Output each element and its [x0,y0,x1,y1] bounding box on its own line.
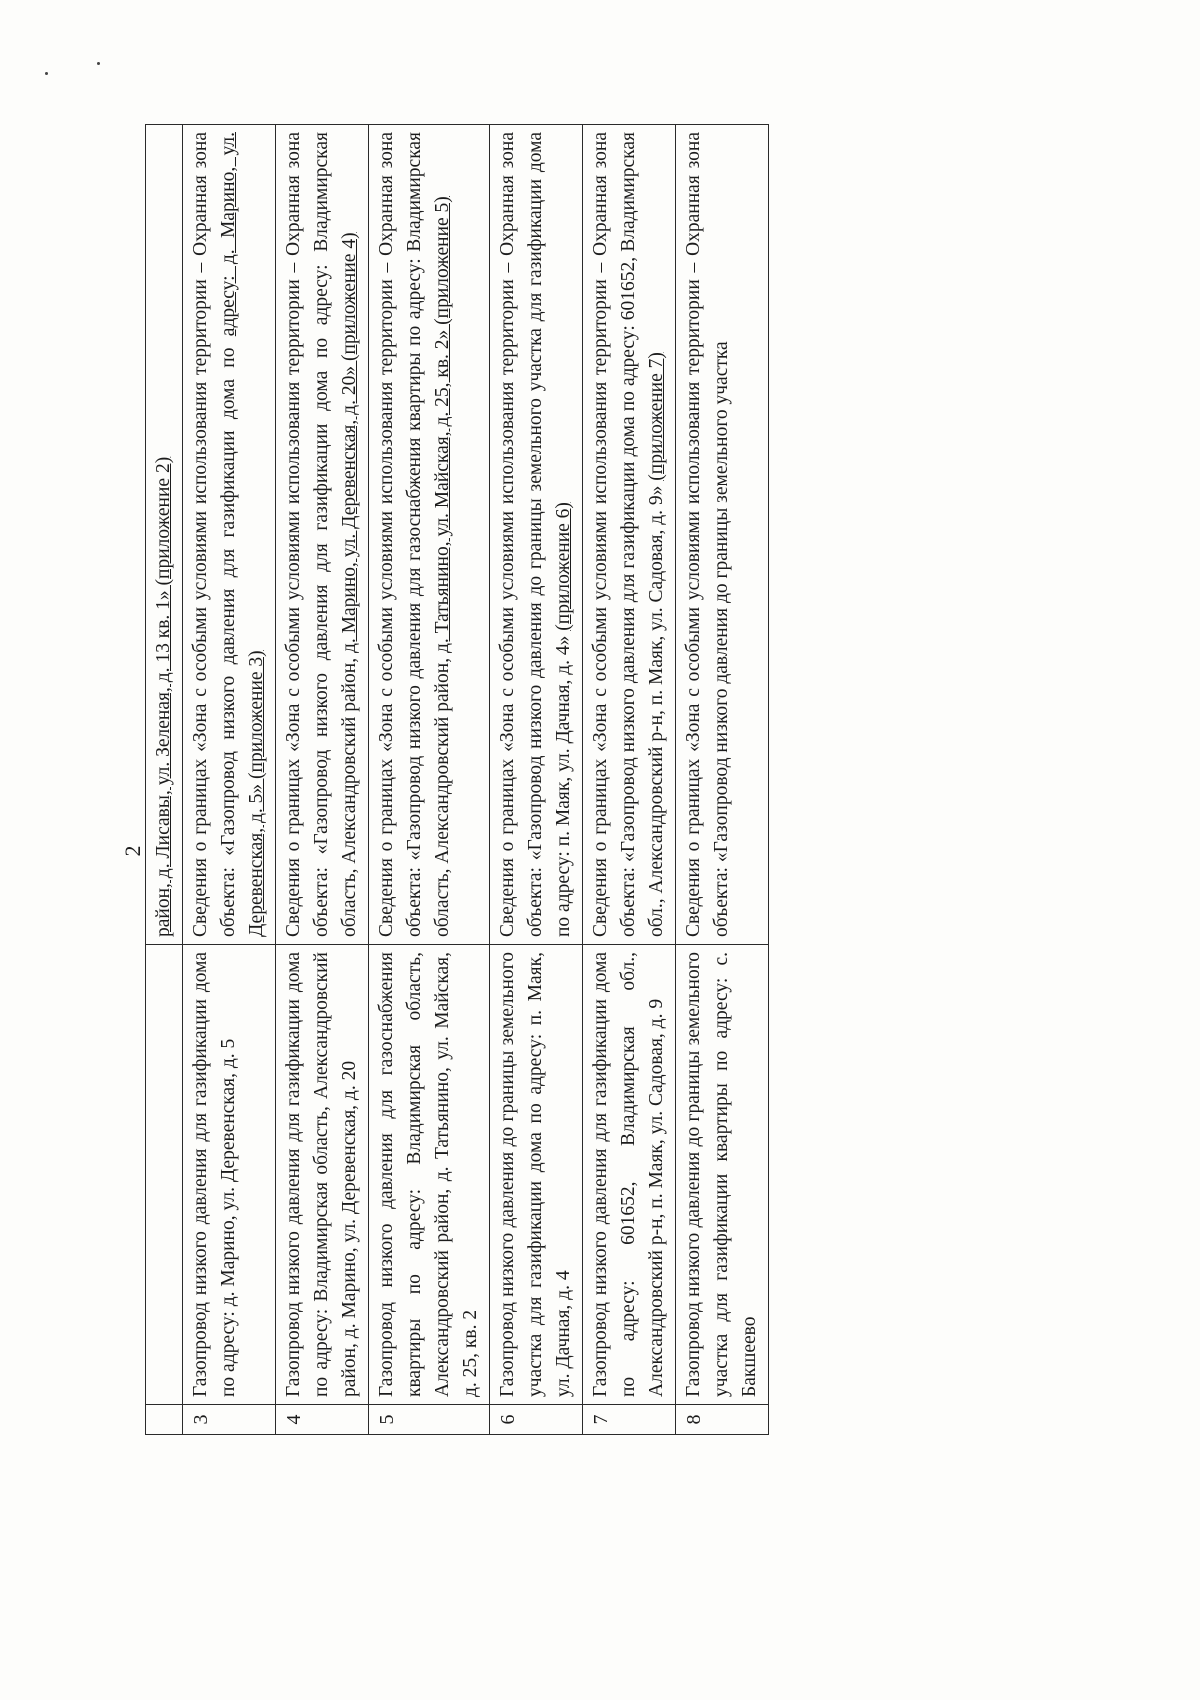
zone-info-text: Сведения о границах «Зона с особыми условиями использования территории – Охранная зона объекта: «Газопровод низкого давления до границы земельного участка для газификации дома по адресу: п. Маяк, ул. Дачная, д. 4» [497,132,574,937]
row-number: 8 [676,1405,769,1435]
table-row-continuation [146,125,183,1435]
zone-info [369,125,490,945]
object-name: Газопровод низкого давления для газификации дома по адресу: Владимирская область, Александровский район, д. Марино, ул. Деревенская, д. 20 [276,945,369,1405]
zone-info-appendix: д. Марино, ул. Деревенская, д. 20» (приложение 4) [339,232,360,653]
table-row [490,125,583,1435]
zone-info-appendix: д. Татьянино, ул. Майская, д. 25, кв. 2» (приложение 5) [432,196,453,653]
zone-info [276,125,369,945]
row-number: 4 [276,1405,369,1435]
zone-info-appendix: адресу: д. Марино, ул. Деревенская, д. 5» (приложение 3) [218,132,267,937]
rotated-table-page [145,125,975,1435]
row-number: 7 [583,1405,676,1435]
cell-number [146,1405,183,1435]
object-name: Газопровод низкого давления для газификации дома по адресу: д. Марино, ул. Деревенская, д. 5 [183,945,276,1405]
page-number: 2 [120,845,145,857]
object-name: Газопровод низкого давления для газоснабжения квартиры по адресу: Владимирская область, Александровский район, д. Татьянино, ул. Майская, д. 25, кв. 2 [369,945,490,1405]
zone-info-text: Сведения о границах «Зона с особыми условиями использования территории – Охранная зона объекта: «Газопровод низкого давления для газоснабжения квартиры по адресу: Владимирская область, Александровский район, [376,132,453,937]
zone-info [183,125,276,945]
object-name: Газопровод низкого давления для газификации дома по адресу: 601652, Владимирская обл., Александровский р-н, п. Маяк, ул. Садовая, д. 9 [583,945,676,1405]
table-row [183,125,276,1435]
scan-speck [45,72,48,75]
zone-info [490,125,583,945]
scan-speck [97,62,100,65]
table-row [369,125,490,1435]
object-name: Газопровод низкого давления до границы земельного участка для газификации квартиры по адресу: с. Бакшеево [676,945,769,1405]
row-number: 3 [183,1405,276,1435]
zone-info-appendix: (приложение 6) [553,502,574,631]
zone-info-appendix: (приложение 7) [646,352,667,481]
zone-info-text: Сведения о границах «Зона с особыми условиями использования территории – Охранная зона объекта: «Газопровод низкого давления для газификации дома по адресу: 601652, Владимирская обл., Александровский р-н, п. Маяк, ул. Садовая, д. 9» [590,132,667,937]
zone-info [676,125,769,945]
gas-pipeline-table [145,124,769,1435]
zone-info-text: Сведения о границах «Зона с особыми условиями использования территории – Охранная зона объекта: «Газопровод низкого давления до границы земельного участка [683,132,732,937]
row-number: 5 [369,1405,490,1435]
cell-object [146,945,183,1405]
row-number: 6 [490,1405,583,1435]
zone-info-text: Сведения о границах «Зона с особыми условиями использования территории – Охранная зона объекта: «Газопровод низкого давления для газификации дома по адресу: Владимирская область, Александровский район, [283,132,360,937]
zone-info-text: Сведения о границах «Зона с особыми условиями использования территории – Охранная зона объекта: «Газопровод низкого давления для газификации дома по [190,132,239,937]
object-name: Газопровод низкого давления до границы земельного участка для газификации дома по адресу: п. Маяк, ул. Дачная, д. 4 [490,945,583,1405]
table-row [276,125,369,1435]
continuation-text: район, д. Лисавы, ул. Зеленая, д. 13 кв. 1» (приложение 2) [153,456,174,937]
table-row [676,125,769,1435]
table-row [583,125,676,1435]
cell-info [146,125,183,945]
zone-info [583,125,676,945]
